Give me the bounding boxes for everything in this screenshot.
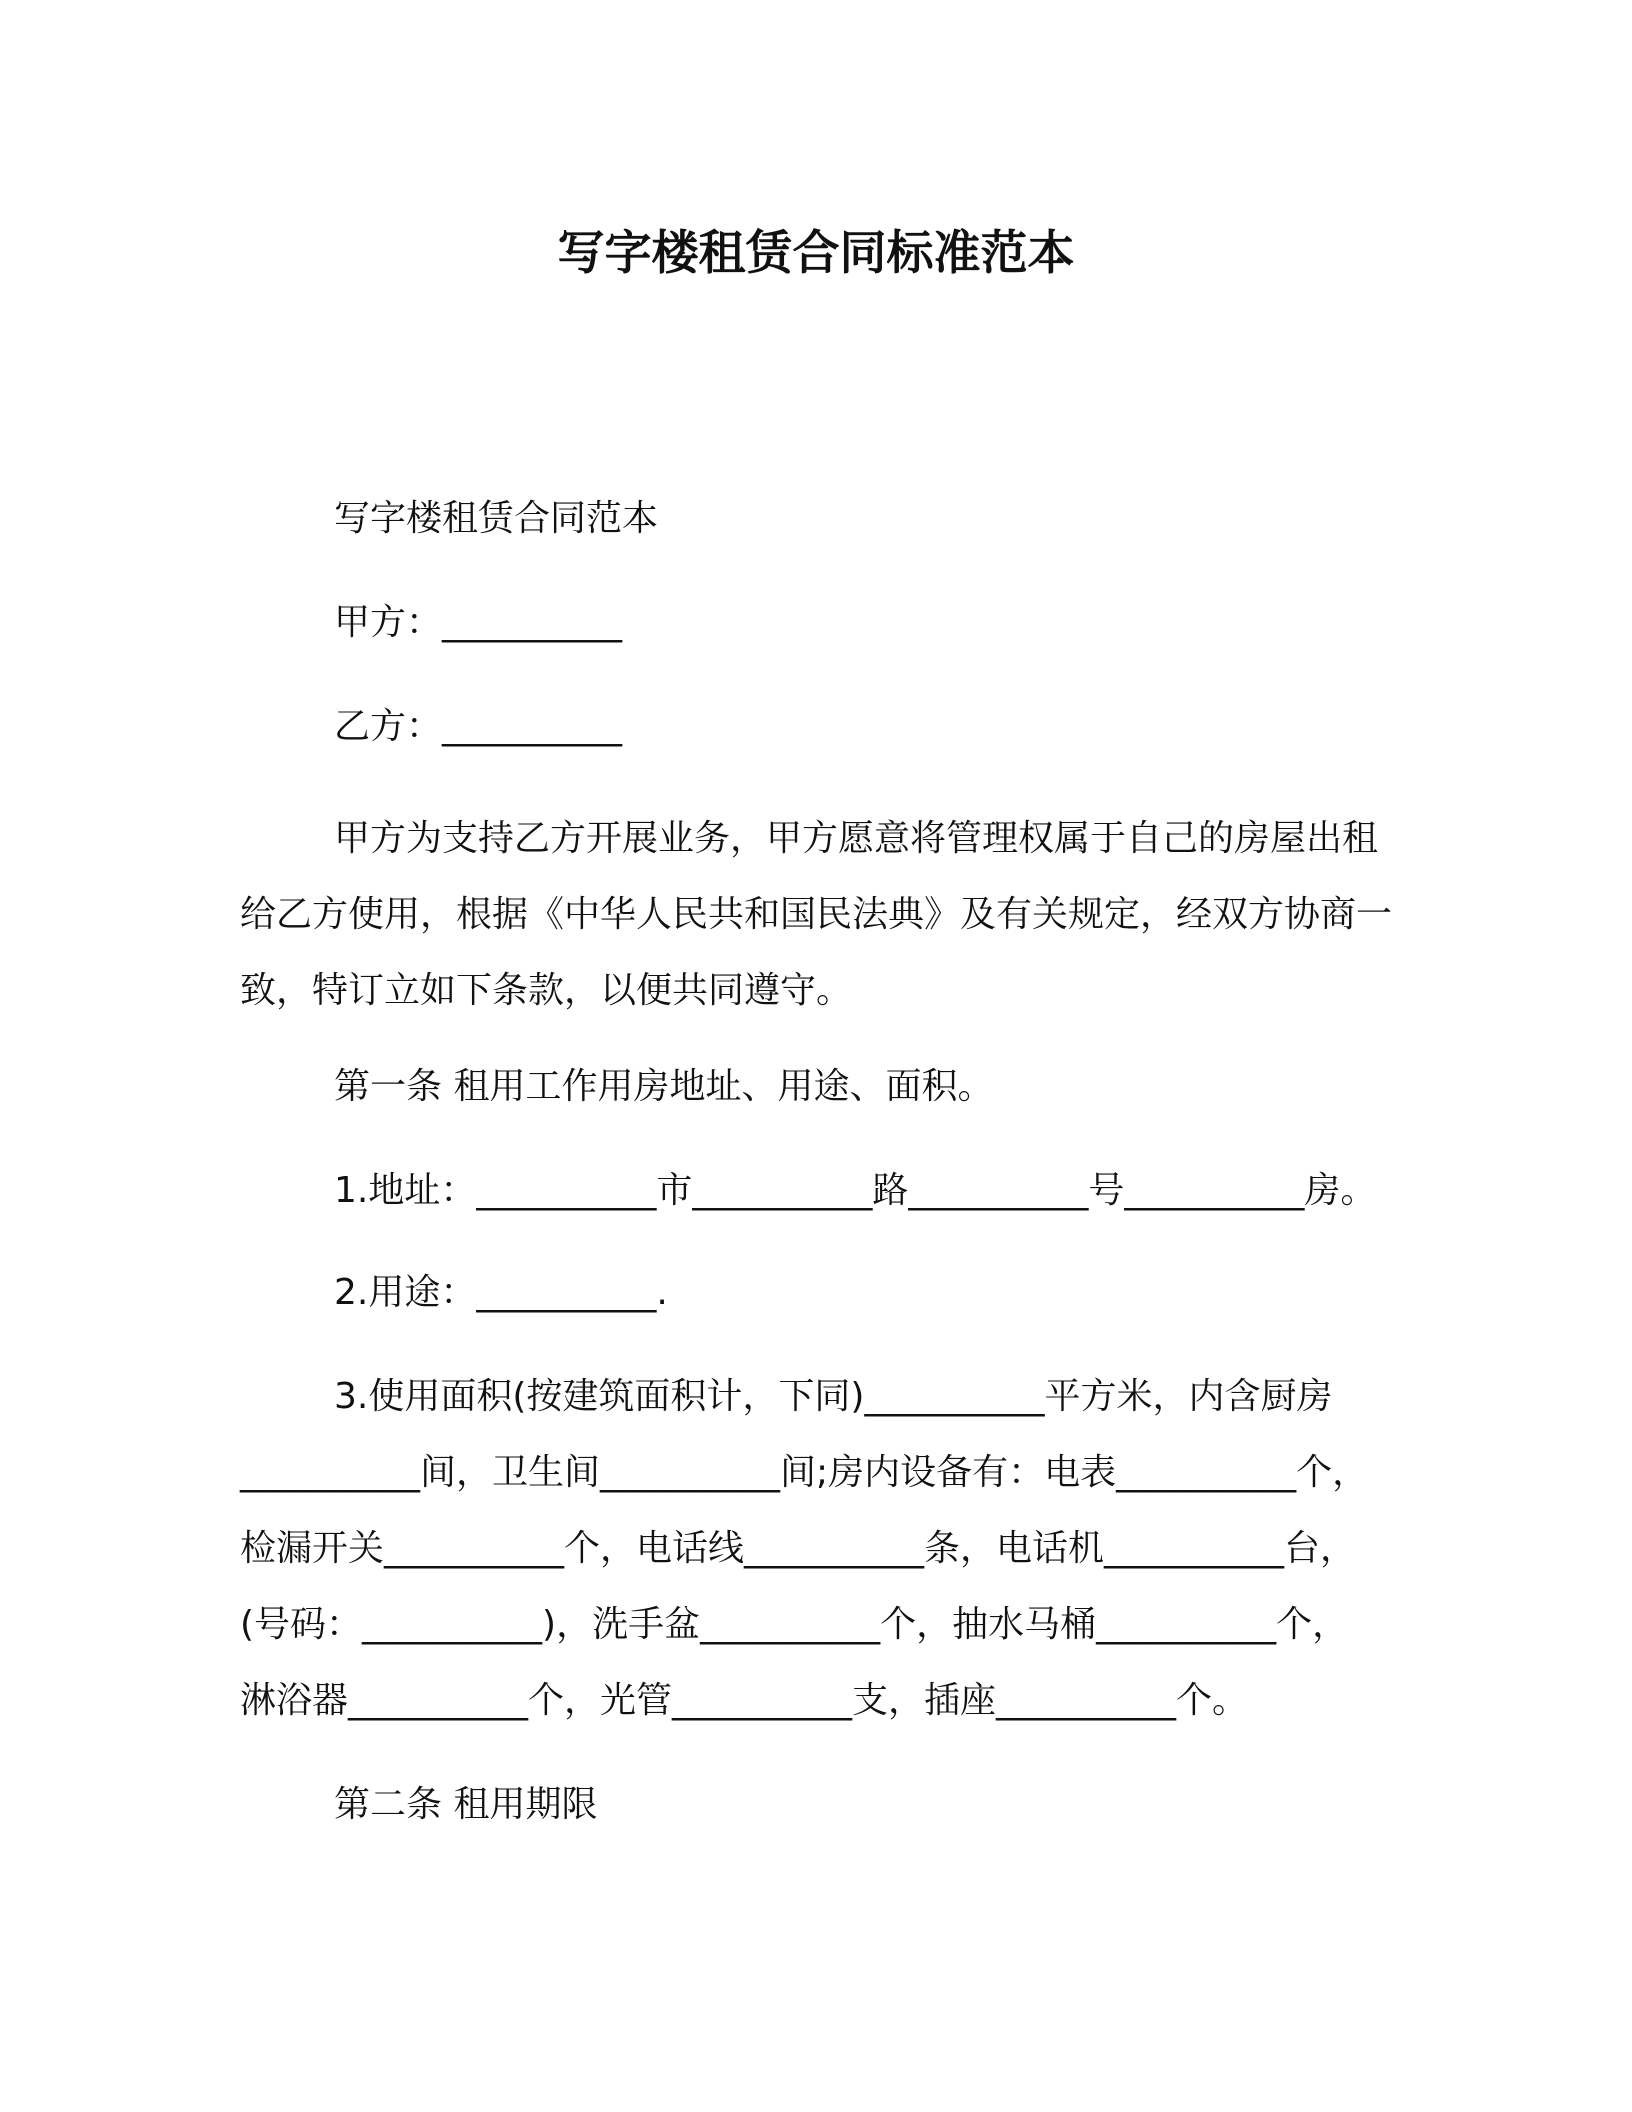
item-3-area-line-4: (号码：__________)，洗手盆__________个，抽水马桶__________个， xyxy=(240,1604,1349,1645)
item-3-area-line-2: __________间，卫生间__________间;房内设备有：电表__________个， xyxy=(240,1452,1369,1493)
party-b-line: 乙方：__________ xyxy=(334,706,623,747)
item-3-area-line-5: 淋浴器__________个，光管__________支，插座__________个。 xyxy=(240,1680,1249,1721)
item-2-use: 2.用途：__________. xyxy=(334,1272,668,1313)
preamble-paragraph: 甲方为支持乙方开展业务，甲方愿意将管理权属于自己的房屋出租给乙方使用，根据《中华人民共和国民法典》及有关规定，经双方协商一致，特订立如下条款，以便共同遵守。 xyxy=(240,818,1393,1011)
item-3-area-line-1: 3.使用面积(按建筑面积计，下同)__________平方米，内含厨房 xyxy=(334,1376,1333,1417)
article-2-heading: 第二条 租用期限 xyxy=(334,1784,598,1825)
item-3-area-line-3: 检漏开关__________个，电话线__________条，电话机__________台， xyxy=(240,1528,1357,1569)
document-subtitle: 写字楼租赁合同范本 xyxy=(334,498,659,539)
article-1-heading: 第一条 租用工作用房地址、用途、面积。 xyxy=(334,1066,994,1107)
item-1-address: 1.地址：__________市__________路__________号__________房。 xyxy=(334,1170,1377,1211)
document-title: 写字楼租赁合同标准范本 xyxy=(557,226,1075,281)
party-a-line: 甲方：__________ xyxy=(334,602,623,643)
